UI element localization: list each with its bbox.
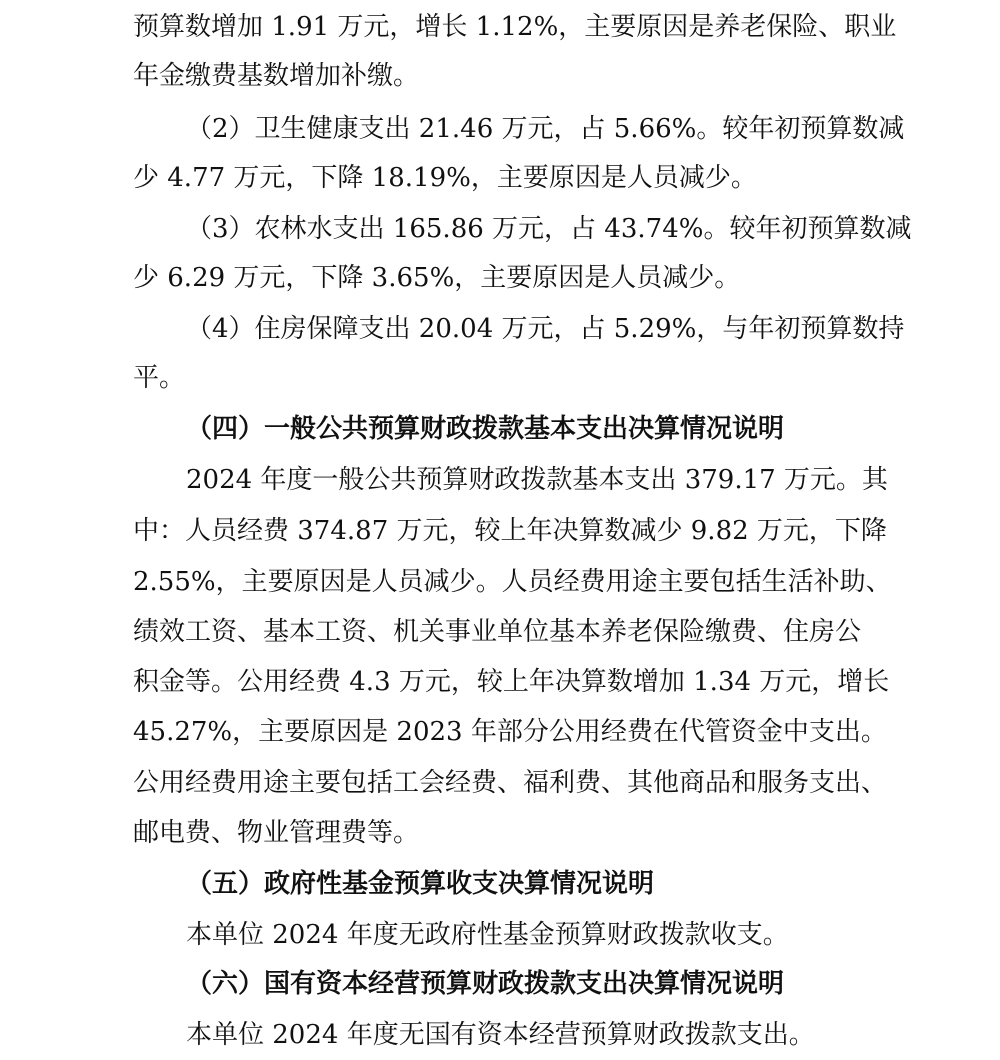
- paragraph-line: 少 6.29 万元，下降 3.65%，主要原因是人员减少。: [133, 263, 741, 293]
- paragraph-line: 公用经费用途主要包括工会经费、福利费、其他商品和服务支出、: [133, 768, 888, 798]
- section-heading: （六）国有资本经营预算财政拨款支出决算情况说明: [186, 969, 785, 999]
- paragraph-line: 2.55%，主要原因是人员减少。人员经费用途主要包括生活补助、: [133, 567, 892, 597]
- paragraph-line: 平。: [133, 363, 186, 393]
- paragraph-line: 预算数增加 1.91 万元，增长 1.12%，主要原因是养老保险、职业: [133, 12, 897, 42]
- paragraph-line: 绩效工资、基本工资、机关事业单位基本养老保险缴费、住房公: [133, 617, 862, 647]
- paragraph-line: 本单位 2024 年度无国有资本经营预算财政拨款支出。: [186, 1020, 815, 1050]
- paragraph-line: 少 4.77 万元，下降 18.19%，主要原因是人员减少。: [133, 163, 757, 193]
- paragraph-line: 45.27%，主要原因是 2023 年部分公用经费在代管资金中支出。: [133, 717, 887, 747]
- paragraph-line: 本单位 2024 年度无政府性基金预算财政拨款收支。: [186, 920, 789, 950]
- section-heading: （五）政府性基金预算收支决算情况说明: [186, 869, 655, 899]
- paragraph-line: 积金等。公用经费 4.3 万元，较上年决算数增加 1.34 万元，增长: [133, 667, 890, 697]
- paragraph-line: 2024 年度一般公共预算财政拨款基本支出 379.17 万元。其: [186, 465, 888, 495]
- paragraph-line: （3）农林水支出 165.86 万元，占 43.74%。较年初预算数减: [186, 214, 912, 244]
- section-heading: （四）一般公共预算财政拨款基本支出决算情况说明: [186, 414, 785, 444]
- paragraph-line: 邮电费、物业管理费等。: [133, 818, 420, 848]
- paragraph-line: 年金缴费基数增加补缴。: [133, 61, 420, 91]
- paragraph-line: 中：人员经费 374.87 万元，较上年决算数减少 9.82 万元，下降: [133, 516, 887, 546]
- paragraph-line: （4）住房保障支出 20.04 万元，占 5.29%，与年初预算数持: [186, 314, 905, 344]
- paragraph-line: （2）卫生健康支出 21.46 万元，占 5.66%。较年初预算数减: [186, 114, 905, 144]
